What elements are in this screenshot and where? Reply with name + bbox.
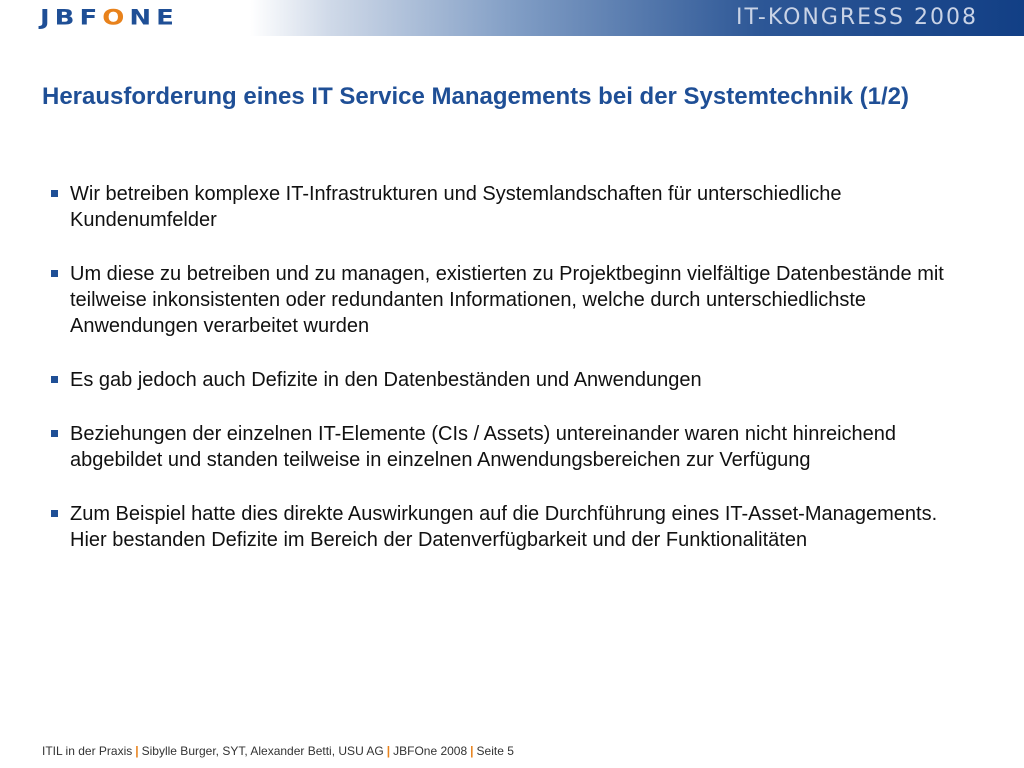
square-bullet-icon <box>51 270 58 277</box>
footer-topic: ITIL in der Praxis <box>42 744 133 758</box>
footer <box>42 743 514 759</box>
footer-separator: | <box>470 744 474 758</box>
bullet-item <box>48 501 978 553</box>
slide-title: Herausforderung eines IT Service Managements bei der Systemtechnik (1/2) <box>42 83 909 110</box>
bullet-text: Um diese zu betreiben und zu managen, existierten zu Projektbeginn vielfältige Datenbestände mit teilweise inkonsistenten oder redundanten Informationen, welche durch unterschiedlichste Anwendungen verarbeitet wurden <box>70 263 944 337</box>
bullet-text: Zum Beispiel hatte dies direkte Auswirkungen auf die Durchführung eines IT-Asset-Managements. Hier bestanden Defizite im Bereich der Datenverfügbarkeit und der Funktionalitäten <box>70 503 938 551</box>
bullet-item <box>48 421 978 473</box>
bullet-list <box>48 181 978 581</box>
bullet-item <box>48 261 978 339</box>
square-bullet-icon <box>51 430 58 437</box>
logo-text: JBFONE <box>40 5 179 31</box>
bullet-text: Beziehungen der einzelnen IT-Elemente (CIs / Assets) untereinander waren nicht hinreichend abgebildet und standen teilweise in einzelnen Anwendungsbereichen zur Verfügung <box>70 423 897 471</box>
congress-label: IT-KONGRESS 2008 <box>736 5 978 30</box>
footer-separator: | <box>386 744 391 758</box>
bullet-item <box>48 367 978 393</box>
footer-page-number: Seite 5 <box>476 744 514 758</box>
bullet-item <box>48 181 978 233</box>
square-bullet-icon <box>51 376 58 383</box>
square-bullet-icon <box>51 510 58 517</box>
bullet-text: Es gab jedoch auch Defizite in den Datenbeständen und Anwendungen <box>70 369 702 391</box>
footer-authors: Sibylle Burger, SYT, Alexander Betti, USU AG <box>141 744 384 758</box>
square-bullet-icon <box>51 190 58 197</box>
bullet-text: Wir betreiben komplexe IT-Infrastrukturen und Systemlandschaften für unterschiedliche Kundenumfelder <box>70 183 842 231</box>
jbfone-logo <box>40 4 179 32</box>
footer-event: JBFOne 2008 <box>393 744 468 758</box>
footer-separator: | <box>135 744 139 758</box>
header-band <box>0 0 1024 36</box>
